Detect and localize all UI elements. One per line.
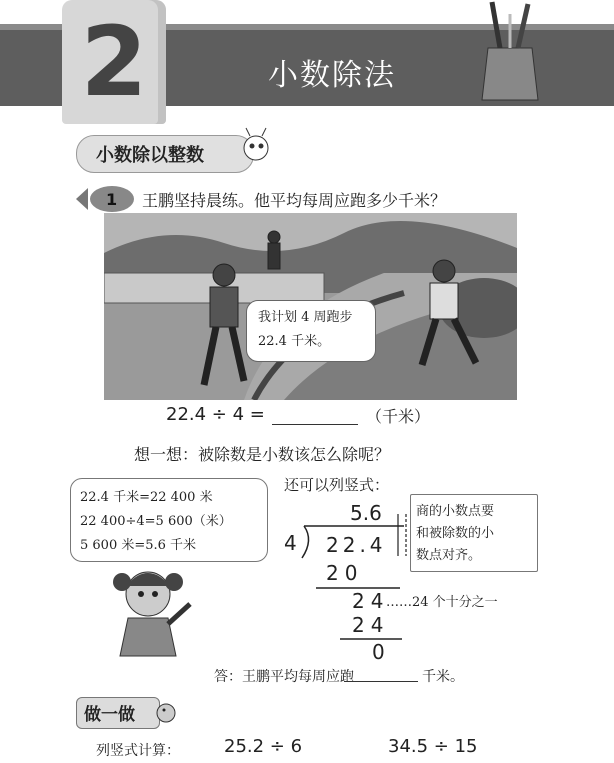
practice-title: 做一做 [84, 705, 135, 725]
dividend: 22.4 [326, 533, 387, 557]
division-step: 20 [326, 561, 364, 585]
answer-unit: 千米。 [422, 669, 464, 685]
tip-line: 和被除数的小 [416, 526, 495, 541]
answer-blank[interactable] [344, 681, 418, 682]
method-note-line: 5 600 米=5.6 千米 [80, 538, 197, 553]
method-note-line: 22 400÷4=5 600（米） [80, 514, 232, 529]
answer-text: 答：王鹏平均每周应跑 [214, 669, 354, 685]
equation-unit: （千米） [366, 407, 431, 426]
tenths-note: ……24 个十分之一 [386, 595, 498, 610]
think-prompt: 想一想：被除数是小数该怎么除呢？ [134, 445, 391, 464]
method-note-line: 22.4 千米=22 400 米 [80, 490, 213, 505]
quotient: 5.6 [350, 501, 382, 525]
vertical-form-label: 还可以列竖式： [284, 476, 390, 494]
chapter-title: 小数除法 [268, 58, 396, 93]
pencil-cup-icon [470, 0, 550, 104]
chapter-number: 2 [80, 6, 148, 118]
bubble-text-line: 我计划 4 周跑步 [258, 310, 353, 325]
division-step: 24 [352, 613, 390, 637]
practice-question: 25.2 ÷ 6 [224, 736, 303, 757]
section-title: 小数除以整数 [96, 145, 204, 166]
girl-character-icon [98, 560, 208, 670]
mascot-icon [234, 124, 274, 164]
division-step: 24 [352, 589, 390, 613]
answer-blank[interactable] [272, 424, 358, 425]
division-line [340, 637, 402, 641]
remainder: 0 [372, 640, 385, 664]
tip-line: 数点对齐。 [416, 548, 482, 563]
tip-line: 商的小数点要 [416, 504, 495, 519]
bubble-text-line: 22.4 千米。 [258, 334, 331, 349]
divisor: 4 [284, 531, 297, 555]
problem-number: 1 [106, 190, 118, 209]
problem-text: 王鹏坚持晨练。他平均每周应跑多少千米？ [142, 191, 447, 210]
pig-mascot-icon [156, 700, 180, 726]
practice-question: 34.5 ÷ 15 [388, 736, 478, 757]
fish-number-badge-icon [74, 184, 134, 214]
equation: 22.4 ÷ 4 = [166, 404, 265, 425]
practice-label: 列竖式计算： [96, 743, 180, 759]
